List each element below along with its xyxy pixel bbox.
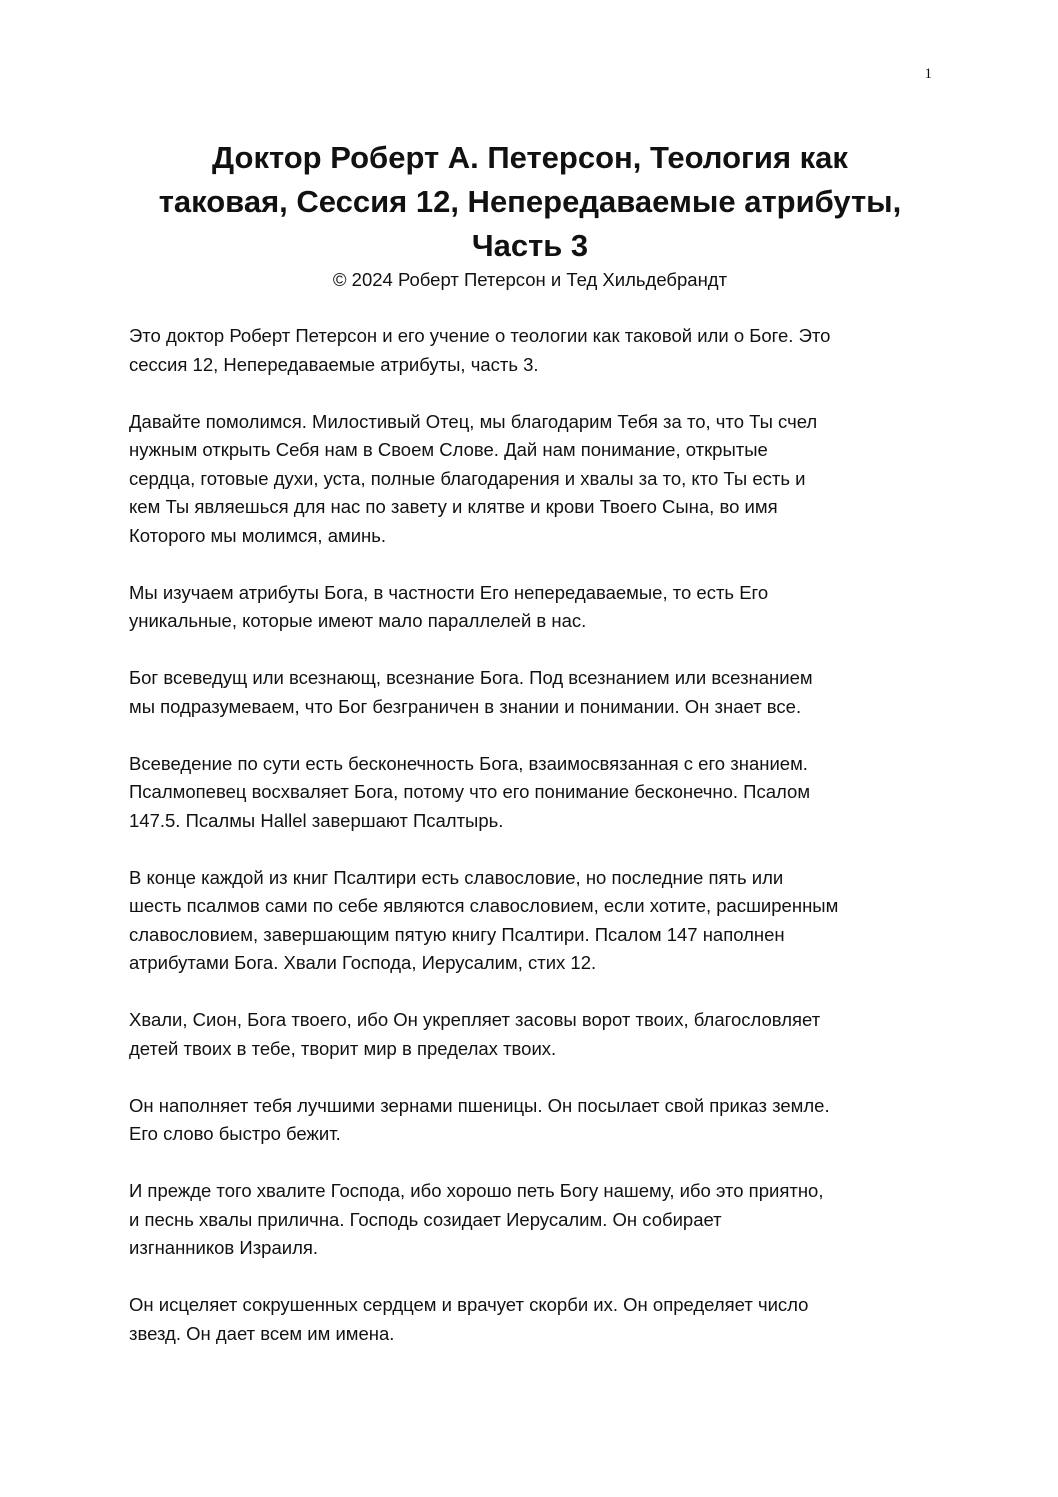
paragraph (129, 1006, 944, 1063)
paragraph (129, 408, 944, 551)
text-line: Хвали, Сион, Бога твоего, ибо Он укрепляет засовы ворот твоих, благословляет (129, 1009, 821, 1030)
text-line: славословием, завершающим пятую книгу Псалтири. Псалом 147 наполнен (129, 923, 785, 945)
text-line: сердца, готовые духи, уста, полные благодарения и хвалы за то, кто Ты есть и (129, 467, 806, 489)
text-line: Он наполняет тебя лучшими зернами пшеницы. Он посылает свой приказ земле. (129, 1094, 830, 1116)
text-line: Всеведение по сути есть бесконечность Бога, взаимосвязанная с его знанием. (129, 752, 808, 774)
text-line: уникальные, которые имеют мало параллелей в нас. (129, 610, 587, 631)
text-line: И прежде того хвалите Господа, ибо хорошо петь Богу нашему, ибо это приятно, (129, 1180, 824, 1201)
paragraph (129, 1177, 944, 1263)
paragraph (129, 1291, 944, 1348)
text-line: шесть псалмов сами по себе являются славословием, если хотите, расширенным (129, 895, 839, 916)
text-line: Псалмопевец восхваляет Бога, потому что его понимание бесконечно. Псалом (129, 781, 811, 802)
paragraph (129, 750, 944, 836)
paragraph (129, 664, 944, 721)
text-line: Это доктор Роберт Петерсон и его учение о теологии как таковой или о Боге. Это (129, 325, 831, 346)
text-line: атрибутами Бога. Хвали Господа, Иерусалим, стих 12. (129, 952, 597, 973)
text-line: изгнанников Израиля. (129, 1237, 319, 1258)
document-title (110, 136, 950, 268)
title-line: таковая, Сессия 12, Непередаваемые атрибуты, (158, 184, 902, 219)
page-number: 1 (924, 66, 932, 82)
paragraph (129, 864, 944, 978)
text-line: Он исцеляет сокрушенных сердцем и врачует скорби их. Он определяет число (129, 1294, 809, 1315)
text-line: сессия 12, Непередаваемые атрибуты, часть 3. (129, 353, 539, 375)
text-line: 147.5. Псалмы Hallel завершают Псалтырь. (129, 809, 504, 831)
text-line: Бог всеведущ или всезнающ, всезнание Бога. Под всезнанием или всезнанием (129, 667, 813, 688)
text-line: Мы изучаем атрибуты Бога, в частности Его непередаваемые, то есть Его (129, 581, 769, 603)
paragraph (129, 579, 944, 636)
text-line: детей твоих в тебе, творит мир в пределах твоих. (129, 1037, 557, 1059)
text-line: кем Ты являешься для нас по завету и клятве и крови Твоего Сына, во имя (129, 496, 778, 517)
text-line: звезд. Он дает всем им имена. (129, 1322, 395, 1344)
text-line: Давайте помолимся. Милостивый Отец, мы благодарим Тебя за то, что Ты счел (129, 410, 818, 432)
text-line: Которого мы молимся, аминь. (129, 524, 387, 546)
text-line: и песнь хвалы прилична. Господь созидает Иерусалим. Он собирает (129, 1208, 722, 1230)
paragraph (129, 1092, 944, 1149)
text-line: В конце каждой из книг Псалтири есть славословие, но последние пять или (129, 866, 784, 888)
text-line: Его слово быстро бежит. (129, 1123, 341, 1144)
title-line: Доктор Роберт А. Петерсон, Теология как (212, 140, 848, 175)
text-line: мы подразумеваем, что Бог безграничен в знании и понимании. Он знает все. (129, 695, 802, 717)
copyright-line: © 2024 Роберт Петерсон и Тед Хильдебрандт (332, 269, 728, 290)
paragraph (129, 322, 944, 379)
document-body (129, 322, 944, 1377)
title-line: Часть 3 (471, 228, 589, 263)
text-line: нужным открыть Себя нам в Своем Слове. Дай нам понимание, открытые (129, 439, 768, 460)
